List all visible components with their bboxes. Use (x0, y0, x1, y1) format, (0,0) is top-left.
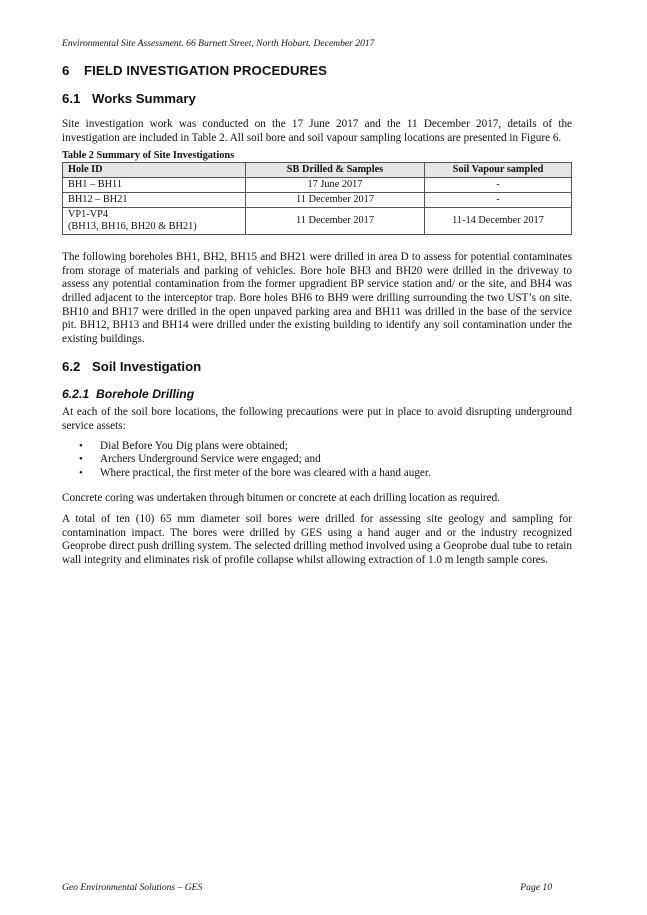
section-6-1-title: Works Summary (92, 91, 196, 106)
cell-soil-vapour: 11-14 December 2017 (425, 208, 572, 235)
footer-company: Geo Environmental Solutions – GES (62, 882, 203, 893)
list-item-text: Where practical, the first meter of the bore was cleared with a hand auger. (100, 466, 431, 479)
list-item-text: Archers Underground Service were engaged; and (100, 453, 321, 466)
section-6-heading (62, 62, 572, 80)
cell-sb-drilled: 11 December 2017 (246, 208, 425, 235)
cell-hole-id-line-1: VP1-VP4 (68, 209, 109, 221)
section-6-1-heading (62, 90, 572, 108)
cell-soil-vapour: - (425, 193, 572, 208)
coring-paragraph: Concrete coring was undertaken through bitumen or concrete at each drilling location as required. (62, 492, 501, 505)
column-header-soil-vapour: Soil Vapour sampled (425, 163, 572, 178)
footer-page-number: Page 10 (520, 882, 552, 893)
section-6-2-1-number: 6.2.1 (62, 387, 90, 402)
cell-hole-id-line-2: (BH13, BH16, BH20 & BH21) (68, 221, 197, 233)
works-summary-paragraph: Site investigation work was conducted on the 17 June 2017 and the 11 December 2017, details of the investigation are included in Table 2. All soil bore and soil vapour sampling locations are presented in Figure 6. (62, 118, 572, 144)
section-6-2-1-title: Borehole Drilling (96, 387, 195, 402)
section-6-2-heading (62, 358, 572, 376)
table-2-caption: Table 2 Summary of Site Investigations (62, 150, 235, 162)
cell-hole-id: BH1 – BH11 (63, 178, 246, 193)
site-investigations-table (62, 162, 572, 235)
section-6-1-number: 6.1 (62, 91, 81, 106)
section-6-number: 6 (62, 63, 70, 78)
list-item (62, 440, 572, 454)
table-row (63, 208, 572, 235)
list-item (62, 453, 572, 467)
bullet-icon: • (79, 439, 83, 452)
section-6-2-number: 6.2 (62, 359, 81, 375)
section-6-2-1-heading (62, 386, 572, 402)
drilling-intro-paragraph: At each of the soil bore locations, the following precautions were put in place to avoid disrupting underground service assets: (62, 406, 572, 432)
list-item-text: Dial Before You Dig plans were obtained; (100, 439, 288, 452)
cell-sb-drilled: 11 December 2017 (246, 193, 425, 208)
table-header-row (63, 163, 572, 178)
precautions-list (62, 440, 572, 481)
cell-hole-id (63, 208, 246, 235)
boreholes-paragraph: The following boreholes BH1, BH2, BH15 and BH21 were drilled in area D to assess for potential contaminates from storage of materials and parking of vehicles. Bore hole BH3 and BH20 were drilled in the driveway to assess any potential contamination from the former upgradient BP service station and/ or the site, and BH4 was drilled adjacent to the interceptor trap. Bore holes BH6 to BH9 were drilling surrounding the two UST’s on site. BH10 and BH17 were drilled in the open unpaved parking area and BH11 was drilled in the base of the service pit. BH12, BH13 and BH14 were drilled under the existing building to identify any soil contamination under the existing buildings. (62, 251, 572, 345)
soil-bores-paragraph: A total of ten (10) 65 mm diameter soil bores were drilled for assessing site geology and sampling for contamination impact. The bores were drilled by GES using a hand auger and or the industry recognized Geoprobe direct push drilling system. The selected drilling method involved using a Geoprobe dual tube to retain wall integrity and eliminates risk of profile collapse whilst allowing extraction of 1.0 m length sample cores. (62, 512, 572, 566)
bullet-icon: • (79, 466, 83, 479)
page-content (62, 60, 572, 567)
running-header: Environmental Site Assessment. 66 Burnett Street, North Hobart. December 2017 (62, 38, 375, 49)
cell-hole-id: BH12 – BH21 (63, 193, 246, 208)
section-6-2-title: Soil Investigation (92, 359, 202, 375)
cell-sb-drilled: 17 June 2017 (246, 178, 425, 193)
column-header-hole-id: Hole ID (63, 163, 246, 178)
column-header-sb-drilled: SB Drilled & Samples (246, 163, 425, 178)
table-row (63, 193, 572, 208)
section-6-title: FIELD INVESTIGATION PROCEDURES (84, 63, 328, 78)
table-row (63, 178, 572, 193)
cell-soil-vapour: - (425, 178, 572, 193)
list-item (62, 467, 572, 481)
bullet-icon: • (79, 453, 83, 466)
